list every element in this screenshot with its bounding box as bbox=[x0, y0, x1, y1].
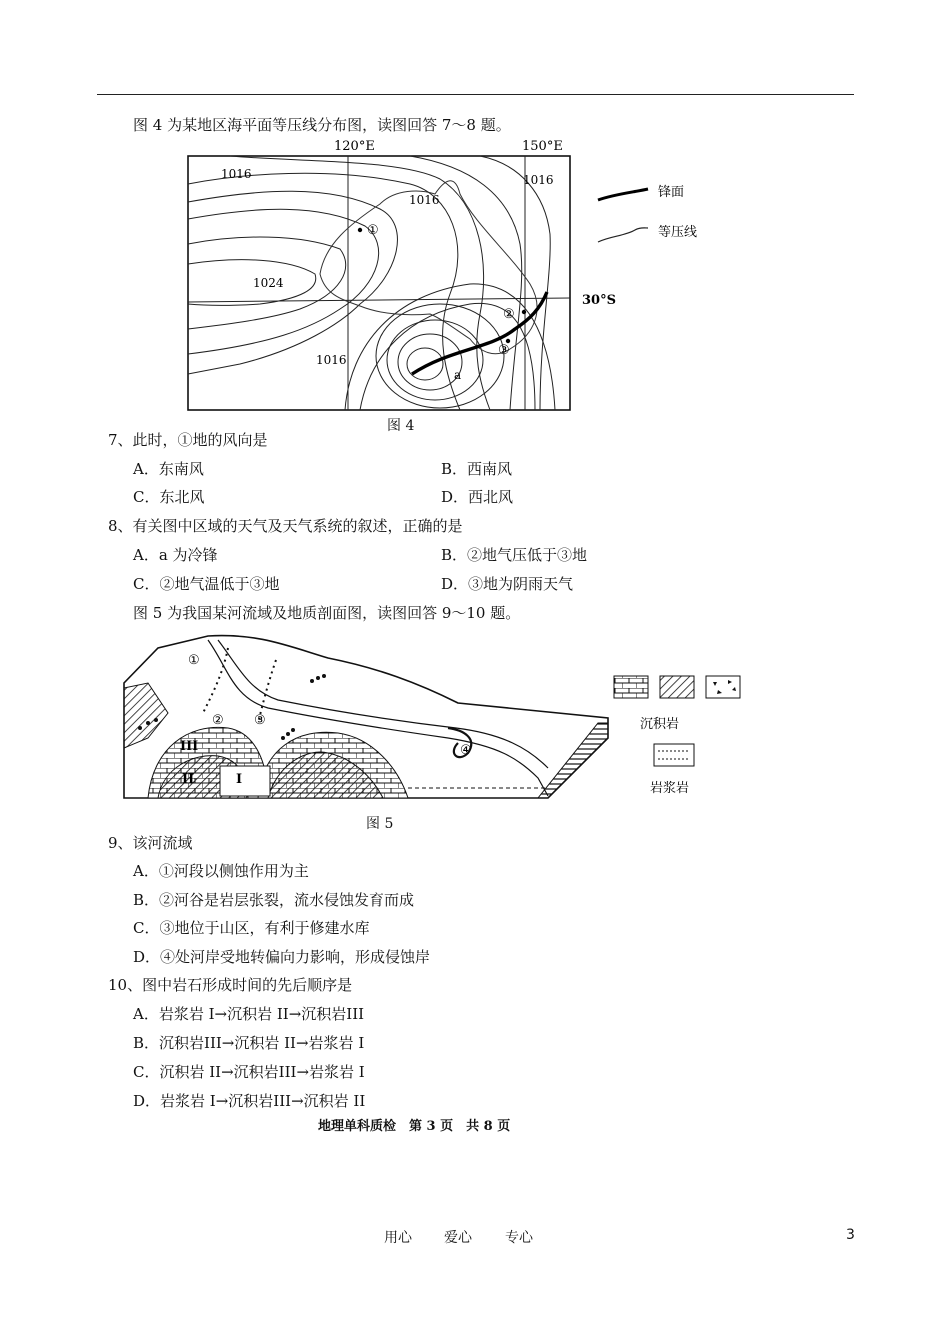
legend-isobar-label: 等压线 bbox=[658, 225, 698, 240]
q9-option-a: A．①河段以侧蚀作用为主 bbox=[133, 862, 309, 880]
isobar-label-1016-a: 1016 bbox=[221, 167, 252, 181]
q9-stem: 9、该河流域 bbox=[108, 834, 193, 852]
q9-option-d: D．④处河岸受地转偏向力影响，形成侵蚀岸 bbox=[133, 948, 431, 966]
header-rule bbox=[97, 94, 854, 95]
point-a-label: a bbox=[454, 368, 462, 382]
fig4-intro: 图 4 为某地区海平面等压线分布图，读图回答 7～8 题。 bbox=[133, 116, 511, 134]
q8-stem: 8、有关图中区域的天气及天气系统的叙述，正确的是 bbox=[108, 517, 463, 535]
q8-option-d: D．③地为阴雨天气 bbox=[441, 575, 574, 593]
lon-120-label: 120°E bbox=[334, 139, 375, 154]
bottom-word-2: 爱心 bbox=[444, 1230, 472, 1246]
lon-150-label: 150°E bbox=[522, 139, 563, 154]
q7-stem: 7、此时，①地的风向是 bbox=[108, 431, 268, 449]
point-2-dot bbox=[522, 310, 526, 314]
q10-option-d: D．岩浆岩 I→沉积岩III→沉积岩 II bbox=[133, 1092, 366, 1110]
q9-option-b: B．②河谷是岩层张裂，流水侵蚀发育而成 bbox=[133, 891, 415, 909]
q8-option-c: C．②地气温低于③地 bbox=[133, 575, 280, 593]
legend-isobar-symbol bbox=[598, 228, 648, 242]
point-3-label: ③ bbox=[498, 343, 510, 358]
legend-brick bbox=[614, 676, 648, 698]
legend-hatch bbox=[660, 676, 694, 698]
page-number: 3 bbox=[846, 1227, 855, 1243]
parallel-30s bbox=[188, 298, 570, 302]
q10-option-a: A．岩浆岩 I→沉积岩 II→沉积岩III bbox=[133, 1005, 365, 1023]
fig5-caption: 图 5 bbox=[366, 816, 394, 832]
point-1-label: ① bbox=[367, 223, 379, 238]
isobar-label-1016-d: 1016 bbox=[316, 353, 347, 367]
lat-30s-label: 30°S bbox=[582, 293, 616, 308]
isobar-label-1024: 1024 bbox=[253, 276, 284, 290]
point-4-label: ④ bbox=[460, 743, 472, 758]
rock-2-label: II bbox=[182, 772, 195, 787]
rock-3-label: III bbox=[180, 739, 199, 754]
point-2-label: ② bbox=[503, 307, 515, 322]
intrusion-body bbox=[220, 766, 270, 796]
legend-front-symbol bbox=[598, 189, 648, 200]
isobar-label-1016-c: 1016 bbox=[523, 173, 554, 187]
q7-option-a: A．东南风 bbox=[133, 460, 204, 478]
point-2-label: ② bbox=[212, 713, 224, 728]
legend-breccia bbox=[706, 676, 740, 698]
geologic-section bbox=[118, 628, 758, 808]
fig5-intro: 图 5 为我国某河流域及地质剖面图，读图回答 9～10 题。 bbox=[133, 604, 521, 622]
q7-option-b: B．西南风 bbox=[441, 460, 513, 478]
isobar-map bbox=[180, 134, 720, 416]
point-1-dot bbox=[358, 228, 362, 232]
q10-option-b: B．沉积岩III→沉积岩 II→岩浆岩 I bbox=[133, 1034, 365, 1052]
legend-front-label: 锋面 bbox=[658, 185, 685, 200]
bottom-word-1: 用心 bbox=[384, 1230, 412, 1246]
legend-sed-label: 沉积岩 bbox=[640, 717, 680, 732]
q7-option-d: D．西北风 bbox=[441, 488, 514, 506]
fig4-caption: 图 4 bbox=[387, 418, 415, 434]
q8-option-a: A．a 为冷锋 bbox=[133, 546, 218, 564]
isobar-label-1016-b: 1016 bbox=[409, 193, 440, 207]
q8-option-b: B．②地气压低于③地 bbox=[441, 546, 588, 564]
isobar-lines bbox=[188, 156, 555, 410]
q10-option-c: C．沉积岩 II→沉积岩III→岩浆岩 I bbox=[133, 1063, 365, 1081]
legend-mag-label: 岩浆岩 bbox=[650, 781, 690, 796]
q9-option-c: C．③地位于山区，有利于修建水库 bbox=[133, 919, 370, 937]
exam-page-footer: 地理单科质检 第 3 页 共 8 页 bbox=[318, 1119, 511, 1134]
q10-stem: 10、图中岩石形成时间的先后顺序是 bbox=[108, 976, 353, 994]
bottom-word-3: 专心 bbox=[505, 1230, 533, 1246]
point-3-label: ③ bbox=[254, 713, 266, 728]
legend-magma bbox=[654, 744, 694, 766]
point-1-label: ① bbox=[188, 653, 200, 668]
rock-1-label: I bbox=[236, 772, 243, 787]
q7-option-c: C．东北风 bbox=[133, 488, 205, 506]
